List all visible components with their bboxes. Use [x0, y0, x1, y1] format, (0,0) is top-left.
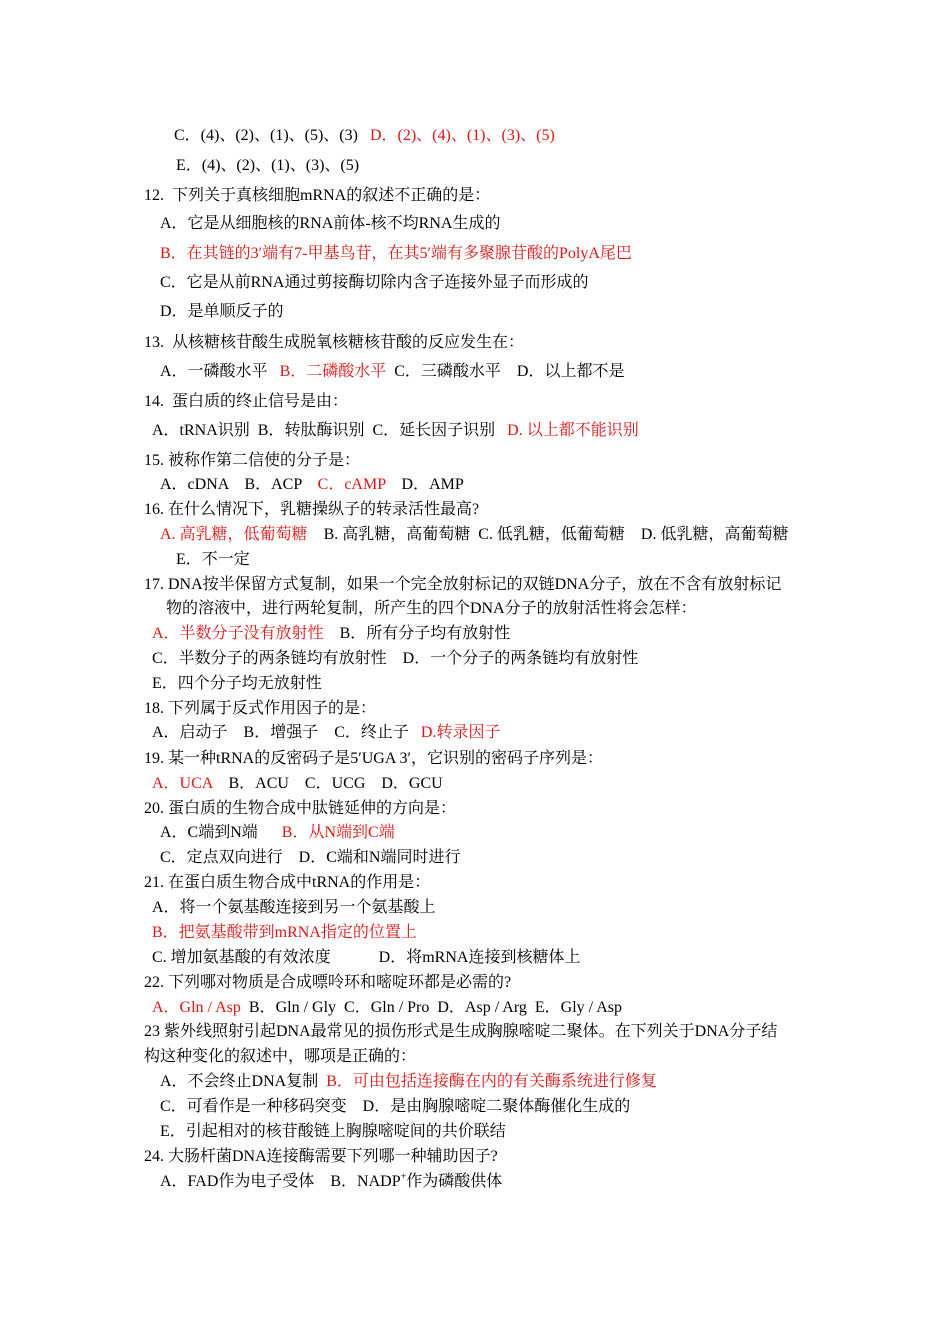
answer-text: C．cAMP — [317, 476, 386, 493]
line-text: 21. 在蛋白质生物合成中tRNA的作用是： — [144, 874, 431, 891]
line-text: 作为磷酸供体 — [406, 1173, 503, 1190]
answer-text: B．从N端到C端 — [281, 824, 395, 841]
line-text: C．它是从前RNA通过剪接酶切除内含子连接外显子而形成的 — [160, 274, 589, 291]
line-text: 22. 下列哪对物质是合成嘌呤环和嘧啶环都是必需的? — [144, 974, 512, 991]
text-line — [160, 1096, 630, 1118]
line-text: 13. 从核糖核苷酸生成脱氧核糖核苷酸的反应发生在： — [144, 334, 525, 351]
text-line — [176, 155, 359, 177]
text-line — [144, 574, 781, 596]
text-line — [160, 524, 788, 546]
answer-text: B．把氨基酸带到mRNA指定的位置上 — [152, 924, 417, 941]
line-text: A．它是从细胞核的RNA前体-核不均RNA生成的 — [160, 215, 501, 232]
line-text: A．cDNA B．ACP — [160, 476, 318, 493]
line-text: D．AMP — [385, 476, 464, 493]
line-text: C．(4)、(2)、(1)、(5)、(3) — [174, 127, 370, 144]
answer-text: B．在其链的3′端有7-甲基鸟苷，在其5′端有多聚腺苷酸的PolyA尾巴 — [160, 245, 632, 262]
line-text: A．FAD作为电子受体 B．NADP — [160, 1173, 401, 1190]
text-line — [176, 549, 250, 571]
line-text: B．Gln / Gly C．Gln / Pro D．Asp / Arg E．Gly / Asp — [240, 999, 622, 1016]
text-line — [152, 773, 443, 795]
line-text: 23 紫外线照射引起DNA最常见的损伤形式是生成胸腺嘧啶二聚体。在下列关于DNA分子结 — [144, 1023, 778, 1040]
line-text: 16. 在什么情况下，乳糖操纵子的转录活性最高? — [144, 501, 480, 518]
line-text: C．可看作是一种移码突变 D．是由胸腺嘧啶二聚体酶催化生成的 — [160, 1098, 631, 1115]
text-line — [166, 598, 697, 620]
text-line — [144, 748, 603, 770]
answer-text: B．二磷酸水平 — [279, 363, 387, 380]
answer-text: A．半数分子没有放射性 — [152, 625, 324, 642]
line-text: E．四个分子均无放射性 — [152, 675, 322, 692]
text-line — [152, 648, 638, 670]
text-line — [152, 673, 322, 695]
text-line — [152, 623, 510, 645]
line-text: 12. 下列关于真核细胞mRNA的叙述不正确的是： — [144, 187, 491, 204]
text-line — [160, 1071, 657, 1093]
line-text: C．半数分子的两条链均有放射性 D．一个分子的两条链均有放射性 — [152, 650, 639, 667]
text-line — [160, 243, 632, 265]
text-line — [152, 897, 436, 919]
text-line — [160, 361, 624, 383]
text-line — [160, 847, 460, 869]
text-line — [144, 450, 360, 472]
text-line — [152, 420, 639, 442]
line-text: 17. DNA按半保留方式复制，如果一个完全放射标记的双链DNA分子，放在不含有放射标记 — [144, 576, 782, 593]
text-line — [152, 947, 580, 969]
text-line — [144, 972, 511, 994]
text-line — [144, 872, 430, 894]
line-text: A．C端到N端 — [160, 824, 282, 841]
line-text: A．将一个氨基酸连接到另一个氨基酸上 — [152, 899, 436, 916]
line-text: B. 高乳糖，高葡萄糖 C. 低乳糖，低葡萄糖 D. 低乳糖，高葡萄糖 — [307, 526, 789, 543]
text-line — [144, 698, 376, 720]
text-line — [152, 722, 500, 744]
line-text: B．所有分子均有放射性 — [323, 625, 511, 642]
text-line — [144, 332, 524, 354]
line-text: C．定点双向进行 D．C端和N端同时进行 — [160, 849, 461, 866]
text-line — [160, 1171, 502, 1193]
text-line — [160, 474, 464, 496]
line-text: D．是单顺反子的 — [160, 303, 284, 320]
text-line — [144, 499, 479, 521]
line-text: 24. 大肠杆菌DNA连接酶需要下列哪一种辅助因子? — [144, 1148, 498, 1165]
text-line — [144, 185, 490, 207]
line-text: A．tRNA识别 B．转肽酶识别 C．延长因子识别 — [152, 422, 508, 439]
line-text: 18. 下列属于反式作用因子的是： — [144, 700, 377, 717]
text-line — [160, 1121, 506, 1143]
answer-text: A．UCA — [152, 775, 213, 792]
line-text: 15. 被称作第二信使的分子是： — [144, 452, 361, 469]
text-line — [174, 125, 555, 147]
line-text: E．(4)、(2)、(1)、(3)、(5) — [176, 157, 360, 174]
text-line — [144, 391, 348, 413]
answer-text: A．Gln / Asp — [152, 999, 241, 1016]
line-text: C. 增加氨基酸的有效浓度 D．将mRNA连接到核糖体上 — [152, 949, 581, 966]
line-text: 构这种变化的叙述中，哪项是正确的： — [144, 1048, 417, 1065]
line-text: B．ACU C．UCG D．GCU — [212, 775, 443, 792]
answer-text: D.转录因子 — [420, 724, 501, 741]
line-text: 19. 某一种tRNA的反密码子是5′UGA 3′，它识别的密码子序列是： — [144, 750, 604, 767]
answer-text: B．可由包括连接酶在内的有关酶系统进行修复 — [326, 1073, 657, 1090]
text-line — [152, 997, 622, 1019]
text-line — [152, 922, 417, 944]
line-text: 20. 蛋白质的生物合成中肽链延伸的方向是： — [144, 800, 457, 817]
line-text: A．启动子 B．增强子 C．终止子 — [152, 724, 421, 741]
line-text: E．引起相对的核苷酸链上胸腺嘧啶间的共价联结 — [160, 1123, 506, 1140]
text-line — [160, 822, 395, 844]
text-line — [144, 1146, 498, 1168]
line-text: E．不一定 — [176, 551, 250, 568]
answer-text: A. 高乳糖，低葡萄糖 — [160, 526, 308, 543]
text-line — [160, 272, 588, 294]
line-text: A．不会终止DNA复制 — [160, 1073, 327, 1090]
line-text: A．一磷酸水平 — [160, 363, 280, 380]
line-text: 物的溶液中，进行两轮复制，所产生的四个DNA分子的放射活性将会怎样： — [166, 600, 697, 617]
text-line — [144, 798, 456, 820]
text-line — [144, 1046, 416, 1068]
text-line — [160, 301, 284, 323]
text-line — [160, 213, 500, 235]
answer-text: D．(2)、(4)、(1)、(3)、(5) — [369, 127, 555, 144]
line-text: 14. 蛋白质的终止信号是由： — [144, 393, 349, 410]
line-text: C．三磷酸水平 D．以上都不是 — [386, 363, 625, 380]
superscript: + — [400, 1171, 407, 1183]
answer-text: D. 以上都不能识别 — [507, 422, 639, 439]
text-line — [144, 1021, 777, 1043]
